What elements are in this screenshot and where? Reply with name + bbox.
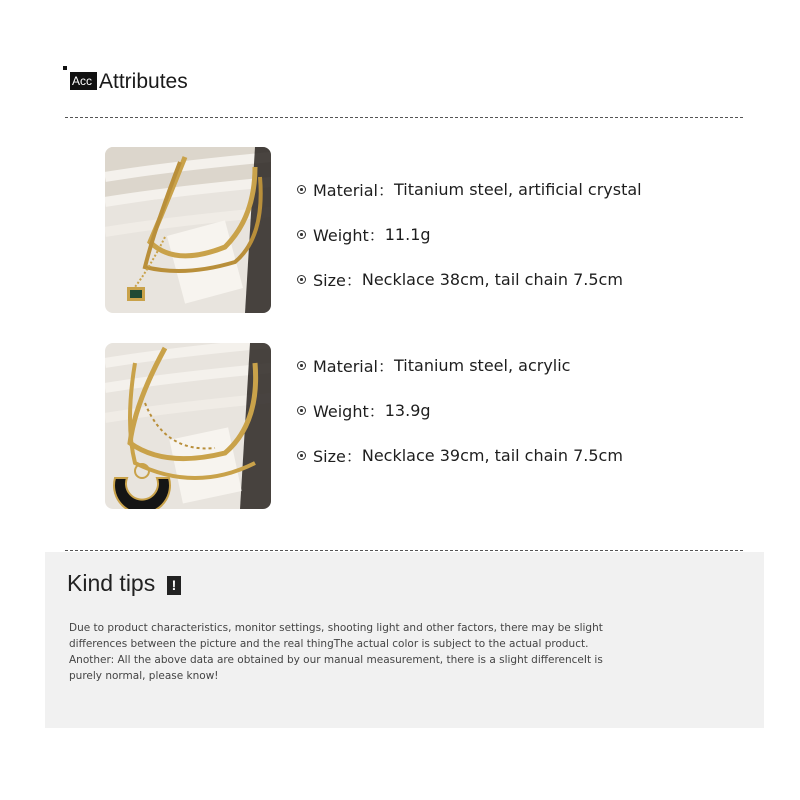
tips-title: Kind tips — [67, 570, 156, 596]
attribute-row — [297, 399, 431, 422]
section-badge: Acc — [70, 72, 97, 90]
attribute-value: Necklace 39cm, tail chain 7.5cm — [361, 446, 623, 465]
bullet-icon — [297, 275, 306, 284]
tips-line: Another: All the above data are obtained by our manual measurement, there is a slight differenceIt is — [69, 654, 603, 666]
attribute-label: Material： — [313, 357, 395, 376]
divider-bottom — [65, 550, 743, 551]
attribute-value: 11.1g — [384, 225, 431, 244]
attribute-value: 13.9g — [384, 401, 431, 420]
attribute-row — [297, 354, 570, 377]
attribute-row — [297, 178, 642, 201]
tips-line: purely normal, please know! — [69, 670, 219, 682]
tips-line: differences between the picture and the real thingThe actual color is subject to the actual product. — [69, 638, 589, 650]
attribute-row — [297, 444, 623, 467]
bullet-icon — [297, 406, 306, 415]
bullet-icon — [297, 185, 306, 194]
bullet-icon — [297, 230, 306, 239]
attribute-row — [297, 223, 431, 246]
tips-line: Due to product characteristics, monitor settings, shooting light and other factors, there may be slight — [69, 622, 603, 634]
kind-tips-panel — [45, 552, 764, 728]
attribute-label: Weight： — [313, 226, 385, 245]
exclamation-icon: ! — [167, 576, 181, 595]
attribute-value: Titanium steel, artificial crystal — [394, 180, 642, 199]
attribute-label: Weight： — [313, 402, 385, 421]
product-image-1 — [105, 147, 271, 313]
product-image-2 — [105, 343, 271, 509]
attribute-value: Titanium steel, acrylic — [394, 356, 571, 375]
tips-text — [69, 620, 649, 684]
attribute-row — [297, 268, 623, 291]
bullet-icon — [297, 361, 306, 370]
attribute-value: Necklace 38cm, tail chain 7.5cm — [361, 270, 623, 289]
decorative-dot — [63, 66, 67, 70]
attribute-label: Size： — [313, 271, 362, 290]
divider-top — [65, 117, 743, 118]
attribute-label: Size： — [313, 447, 362, 466]
attribute-label: Material： — [313, 181, 395, 200]
bullet-icon — [297, 451, 306, 460]
section-title: Attributes — [99, 70, 188, 93]
